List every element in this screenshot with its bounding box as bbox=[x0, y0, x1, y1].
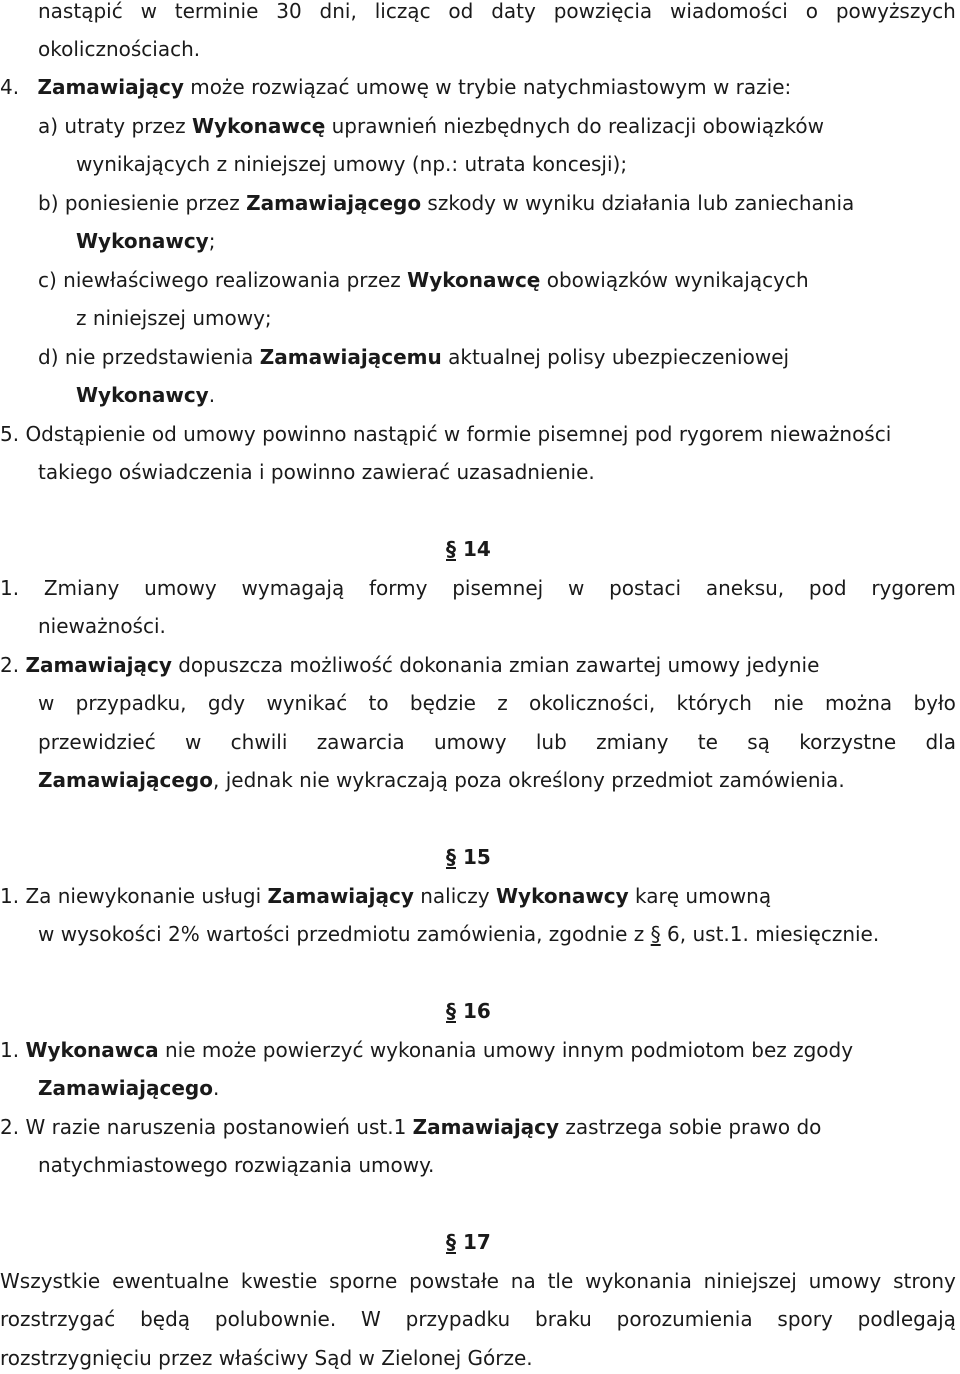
word: 1. bbox=[0, 576, 20, 600]
word: o bbox=[805, 0, 818, 23]
word: aneksu, bbox=[705, 576, 785, 600]
word: dni, bbox=[319, 0, 357, 23]
section-heading-16: § 16 bbox=[446, 999, 491, 1023]
word: wykonania bbox=[585, 1269, 692, 1293]
word: będą bbox=[140, 1307, 191, 1331]
word: powstałe bbox=[409, 1269, 499, 1293]
list-item-5: 5. Odstąpienie od umowy powinno nastąpić w formie pisemnej pod rygorem nieważności bbox=[0, 422, 892, 446]
list-item-1: 1. Wykonawca nie może powierzyć wykonania umowy innym podmiotom bez zgody bbox=[0, 1038, 854, 1062]
word: zawarcia bbox=[316, 730, 405, 754]
word: przewidzieć bbox=[38, 730, 156, 754]
section-sign: § bbox=[650, 922, 661, 946]
word: pod bbox=[808, 576, 847, 600]
paragraph-line: rozstrzygnięciu przez właściwy Sąd w Zielonej Górze. bbox=[0, 1346, 533, 1370]
word: w bbox=[567, 576, 585, 600]
section-heading-15: § 15 bbox=[446, 845, 491, 869]
word: formy bbox=[368, 576, 428, 600]
word: w bbox=[185, 730, 202, 754]
word: kwestie bbox=[240, 1269, 318, 1293]
word: podlegają bbox=[857, 1307, 956, 1331]
word: tle bbox=[547, 1269, 574, 1293]
paragraph-line: z niniejszej umowy; bbox=[76, 306, 272, 330]
section-heading-17: § 17 bbox=[446, 1230, 491, 1254]
word: 30 bbox=[276, 0, 302, 23]
list-item-4: 4. Zamawiający może rozwiązać umowę w trybie natychmiastowym w razie: bbox=[0, 75, 792, 99]
word: licząc bbox=[374, 0, 431, 23]
word: polubownie. bbox=[214, 1307, 337, 1331]
word: z bbox=[497, 691, 508, 715]
word: terminie bbox=[174, 0, 259, 23]
paragraph-line bbox=[0, 1265, 956, 1297]
word: wynikać bbox=[266, 691, 348, 715]
word: korzystne bbox=[799, 730, 897, 754]
paragraph-line bbox=[38, 0, 956, 27]
paragraph-line: w wysokości 2% wartości przedmiotu zamówienia, zgodnie z § 6, ust.1. miesięcznie. bbox=[38, 922, 880, 946]
word: braku bbox=[535, 1307, 592, 1331]
word: sporne bbox=[329, 1269, 398, 1293]
list-item-1: 1. Za niewykonanie usługi Zamawiający naliczy Wykonawcy karę umowną bbox=[0, 884, 772, 908]
paragraph-line: okolicznościach. bbox=[38, 37, 201, 61]
word: powyższych bbox=[835, 0, 956, 23]
word: W bbox=[361, 1307, 381, 1331]
paragraph-line: Wykonawcy; bbox=[76, 229, 216, 253]
word: których bbox=[676, 691, 752, 715]
word: Zmiany bbox=[43, 576, 120, 600]
word: od bbox=[448, 0, 474, 23]
sub-item-b: b) poniesienie przez Zamawiającego szkody w wyniku działania lub zaniechania bbox=[38, 191, 855, 215]
paragraph-line: natychmiastowego rozwiązania umowy. bbox=[38, 1153, 435, 1177]
word: to bbox=[368, 691, 389, 715]
sub-item-a: a) utraty przez Wykonawcę uprawnień niezbędnych do realizacji obowiązków bbox=[38, 114, 824, 138]
word: nastąpić bbox=[38, 0, 123, 23]
word: postaci bbox=[609, 576, 682, 600]
word: wiadomości bbox=[670, 0, 788, 23]
word: dla bbox=[925, 730, 956, 754]
word: przypadku, bbox=[75, 691, 187, 715]
paragraph-line bbox=[38, 726, 956, 758]
word: w bbox=[140, 0, 157, 23]
word: Wszystkie bbox=[0, 1269, 101, 1293]
paragraph-line: Zamawiającego. bbox=[38, 1076, 220, 1100]
word: okoliczności, bbox=[529, 691, 656, 715]
paragraph-line: takiego oświadczenia i powinno zawierać uzasadnienie. bbox=[38, 460, 595, 484]
paragraph-line bbox=[0, 1303, 956, 1335]
word: daty bbox=[491, 0, 536, 23]
word: w bbox=[38, 691, 55, 715]
word: powzięcia bbox=[553, 0, 653, 23]
word: zmiany bbox=[596, 730, 669, 754]
word: chwili bbox=[230, 730, 288, 754]
word: gdy bbox=[207, 691, 246, 715]
word: wymagają bbox=[241, 576, 345, 600]
word: na bbox=[510, 1269, 536, 1293]
word: nie bbox=[773, 691, 804, 715]
word: rozstrzygać bbox=[0, 1307, 116, 1331]
word: strony bbox=[893, 1269, 956, 1293]
word: przypadku bbox=[405, 1307, 511, 1331]
list-item-1 bbox=[0, 572, 956, 604]
word: umowy bbox=[808, 1269, 882, 1293]
paragraph-line bbox=[38, 687, 956, 719]
paragraph-line: wynikających z niniejszej umowy (np.: utrata koncesji); bbox=[76, 152, 628, 176]
sub-item-d: d) nie przedstawienia Zamawiającemu aktualnej polisy ubezpieczeniowej bbox=[38, 345, 790, 369]
word: pisemnej bbox=[452, 576, 544, 600]
word: niniejszej bbox=[703, 1269, 797, 1293]
paragraph-line: Zamawiającego, jednak nie wykraczają poza określony przedmiot zamówienia. bbox=[38, 768, 845, 792]
word: umowy bbox=[144, 576, 217, 600]
paragraph-line: nieważności. bbox=[38, 614, 166, 638]
word: będzie bbox=[409, 691, 476, 715]
list-item-2: 2. W razie naruszenia postanowień ust.1 Zamawiający zastrzega sobie prawo do bbox=[0, 1115, 822, 1139]
sub-item-c: c) niewłaściwego realizowania przez Wykonawcę obowiązków wynikających bbox=[38, 268, 809, 292]
section-heading-14: § 14 bbox=[446, 537, 491, 561]
word: umowy bbox=[433, 730, 507, 754]
paragraph-line: Wykonawcy. bbox=[76, 383, 216, 407]
word: ewentualne bbox=[112, 1269, 230, 1293]
word: spory bbox=[777, 1307, 833, 1331]
word: było bbox=[913, 691, 956, 715]
word: lub bbox=[535, 730, 567, 754]
word: są bbox=[747, 730, 770, 754]
word: te bbox=[697, 730, 718, 754]
word: porozumienia bbox=[616, 1307, 753, 1331]
word: można bbox=[825, 691, 893, 715]
word: rygorem bbox=[871, 576, 956, 600]
list-item-2: 2. Zamawiający dopuszcza możliwość dokonania zmian zawartej umowy jedynie bbox=[0, 653, 820, 677]
